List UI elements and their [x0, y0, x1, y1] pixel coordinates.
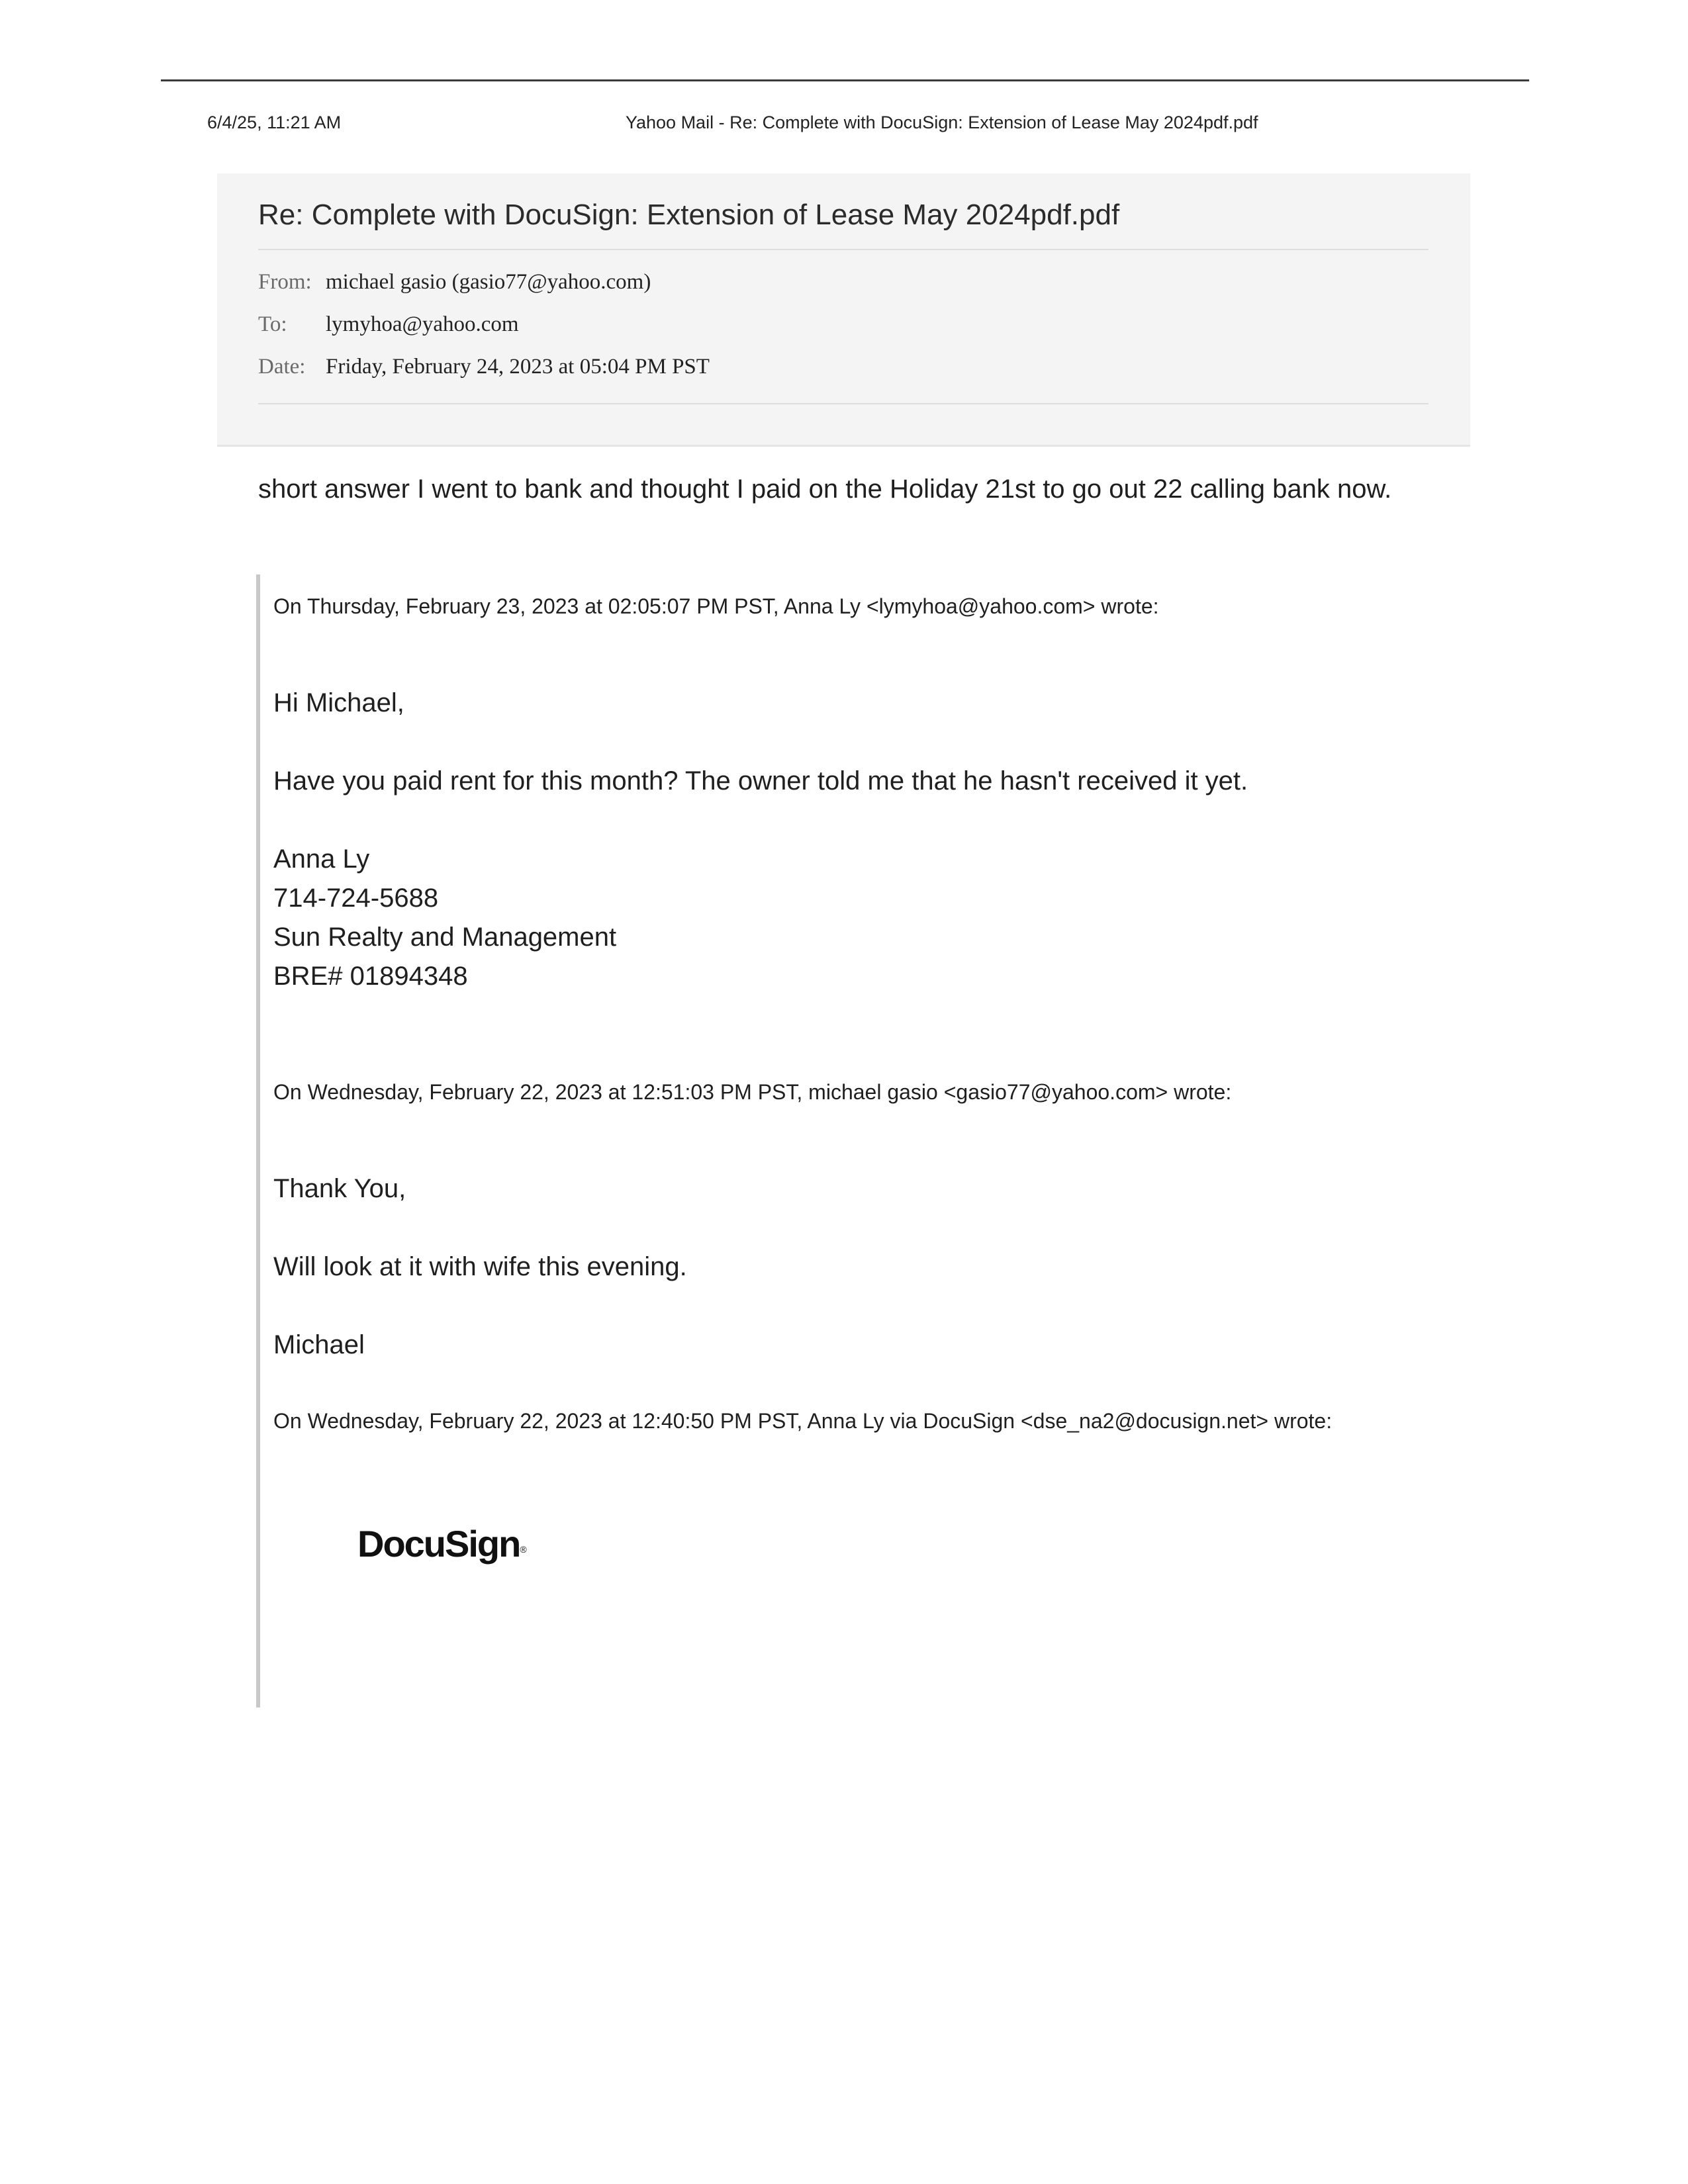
to-value[interactable]: lymyhoa@yahoo.com [326, 312, 519, 336]
email-header-card [217, 173, 1470, 447]
docusign-logo-text: DocuSign [357, 1523, 520, 1565]
date-value: Friday, February 24, 2023 at 05:04 PM PST [326, 355, 710, 379]
quote-bar [256, 574, 260, 1707]
quote-attribution-1: On Thursday, February 23, 2023 at 02:05:07 PM PST, Anna Ly <lymyhoa@yahoo.com> wrote: [273, 594, 1159, 618]
reply-body: short answer I went to bank and thought I paid on the Holiday 21st to go out 22 calling bank now. [258, 475, 1392, 504]
quote-body-1: Have you paid rent for this month? The owner told me that he hasn't received it yet. [273, 766, 1248, 796]
signature-phone: 714-724-5688 [273, 884, 439, 913]
date-row [258, 355, 710, 379]
to-row [258, 312, 519, 337]
signature-name: Anna Ly [273, 844, 370, 874]
quote-greeting-1: Hi Michael, [273, 688, 404, 717]
header-divider [258, 249, 1429, 250]
print-page-title: Yahoo Mail - Re: Complete with DocuSign: Extension of Lease May 2024pdf.pdf [626, 113, 1258, 132]
from-value[interactable]: michael gasio (gasio77@yahoo.com) [326, 270, 651, 294]
signature-license: BRE# 01894348 [273, 962, 468, 991]
signature-company: Sun Realty and Management [273, 923, 617, 952]
header-bottom-divider [258, 403, 1429, 404]
quote-attribution-2: On Wednesday, February 22, 2023 at 12:51:03 PM PST, michael gasio <gasio77@yahoo.com> wrote: [273, 1080, 1232, 1104]
docusign-logo [357, 1522, 527, 1565]
date-label: Date: [258, 355, 306, 379]
quote-sign-off-2: Michael [273, 1330, 365, 1359]
from-row [258, 270, 651, 295]
quote-attribution-3: On Wednesday, February 22, 2023 at 12:40:50 PM PST, Anna Ly via DocuSign <dse_na2@docusign.net> wrote: [273, 1409, 1333, 1433]
from-label: From: [258, 270, 312, 294]
print-date: 6/4/25, 11:21 AM [207, 113, 342, 132]
quote-greeting-2: Thank You, [273, 1174, 406, 1203]
email-subject: Re: Complete with DocuSign: Extension of Lease May 2024pdf.pdf [258, 199, 1120, 231]
trademark-mark: ® [520, 1544, 527, 1555]
page-top-rule [161, 79, 1529, 81]
quote-body-2: Will look at it with wife this evening. [273, 1252, 687, 1281]
to-label: To: [258, 312, 287, 336]
